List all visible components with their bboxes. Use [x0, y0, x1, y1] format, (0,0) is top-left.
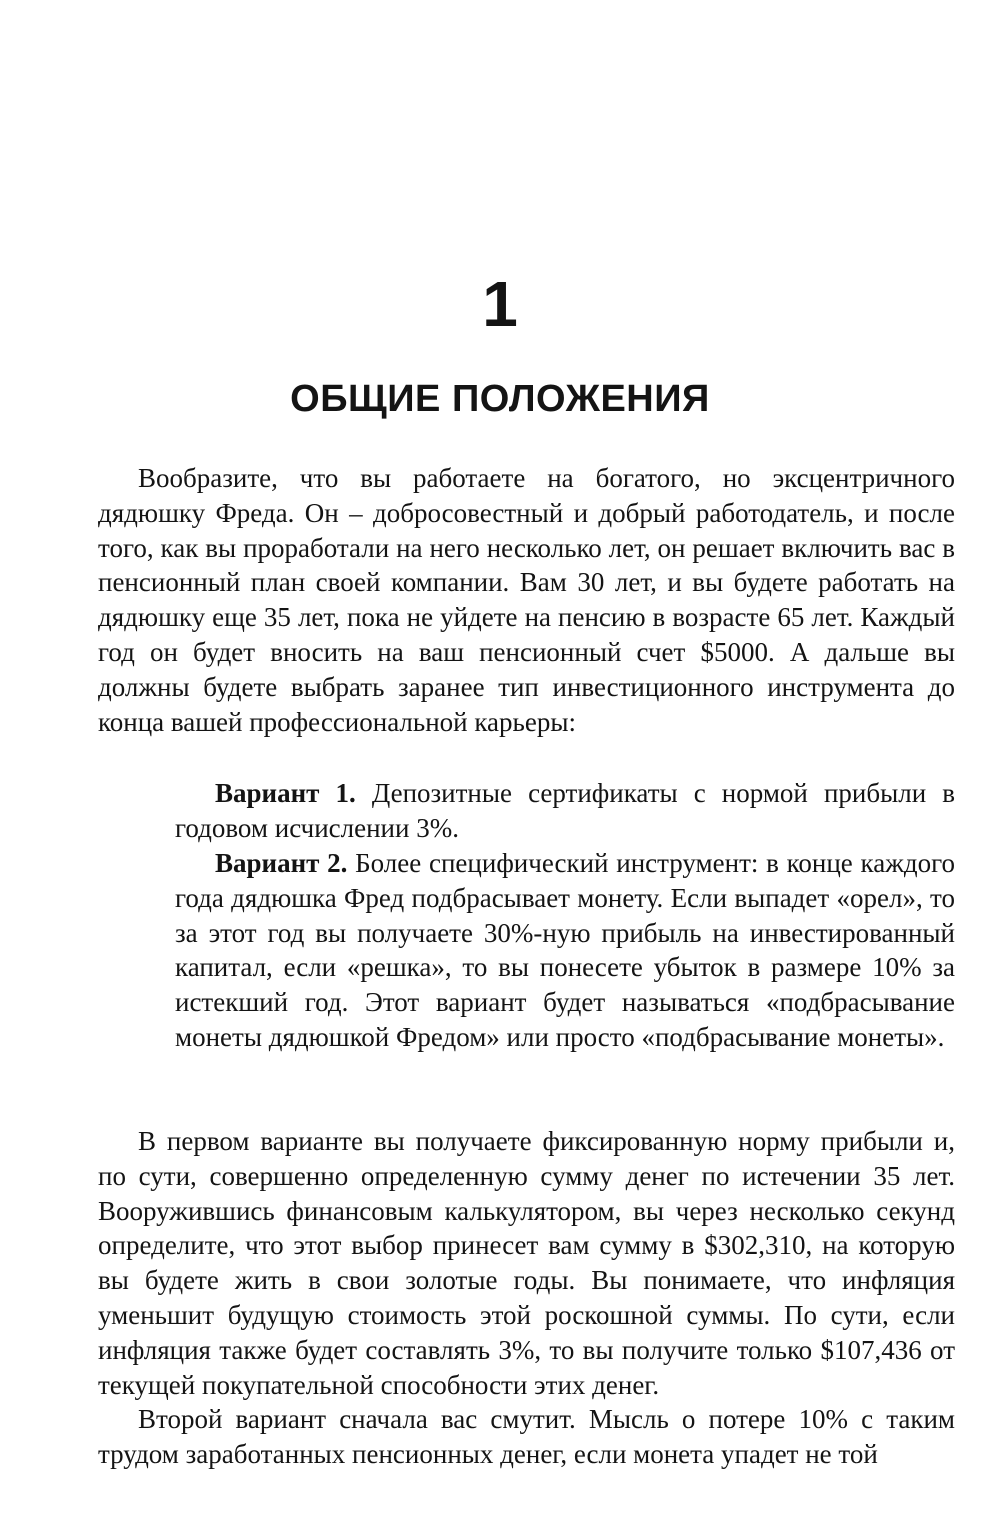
variant-1-text: Депозитные сертификаты с нормой прибыли в годовом исчислении 3%. [175, 778, 956, 843]
chapter-number: 1 [482, 268, 518, 340]
variant-1-paragraph [175, 776, 955, 846]
intro-paragraph: Вообразите, что вы работаете на богатого, но эксцентричного дядюшку Фреда. Он – добросовестный и добрый работодатель, и после того, как вы проработали на него несколько лет, он решает включить вас в пенсионный план своей компании. Вам 30 лет, и вы будете работать на дядюшку еще 35 лет, пока не уйдете на пенсию в возрасте 65 лет. Каждый год он будет вносить на ваш пенсионный счет $5000. А дальше вы должны будете выбрать заранее тип инвестиционного инструмента до конца вашей профессиональной карьеры: [98, 463, 955, 737]
variant-2-text: Более специфический инструмент: в конце каждого года дядюшка Фред подбрасывает монету. Если выпадет «орел», то за этот год вы получаете 30%-ную прибыль на инвестированный капитал, если «решка», то вы понесете убыток в размере 10% за истекший год. Этот вариант будет называться «подбрасывание монеты дядюшкой Фредом» или просто «подбрасывание монеты». [175, 848, 955, 1052]
paragraph-fixed-return: В первом варианте вы получаете фиксированную норму прибыли и, по сути, совершенно определенную сумму денег по истечении 35 лет. Вооружившись финансовым калькулятором, вы через несколько секунд определите, что этот выбор принесет вам сумму в $302,310, на которую вы будете жить в свои золотые годы. Вы понимаете, что инфляция уменьшит будущую стоимость этой роскошной суммы. По сути, если инфляция также будет составлять 3%, то вы получите только $107,436 от текущей покупательной способности этих денег. [98, 1126, 955, 1400]
variant-1-label: Вариант 1. [215, 778, 356, 808]
chapter-title: ОБЩИЕ ПОЛОЖЕНИЯ [290, 378, 710, 420]
variant-2-label: Вариант 2. [215, 848, 348, 878]
paragraph-coin-toss: Второй вариант сначала вас смутит. Мысль о потере 10% с таким трудом заработанных пенсионных денег, если монета упадет не той [98, 1404, 955, 1469]
variant-2-paragraph [175, 846, 955, 1055]
